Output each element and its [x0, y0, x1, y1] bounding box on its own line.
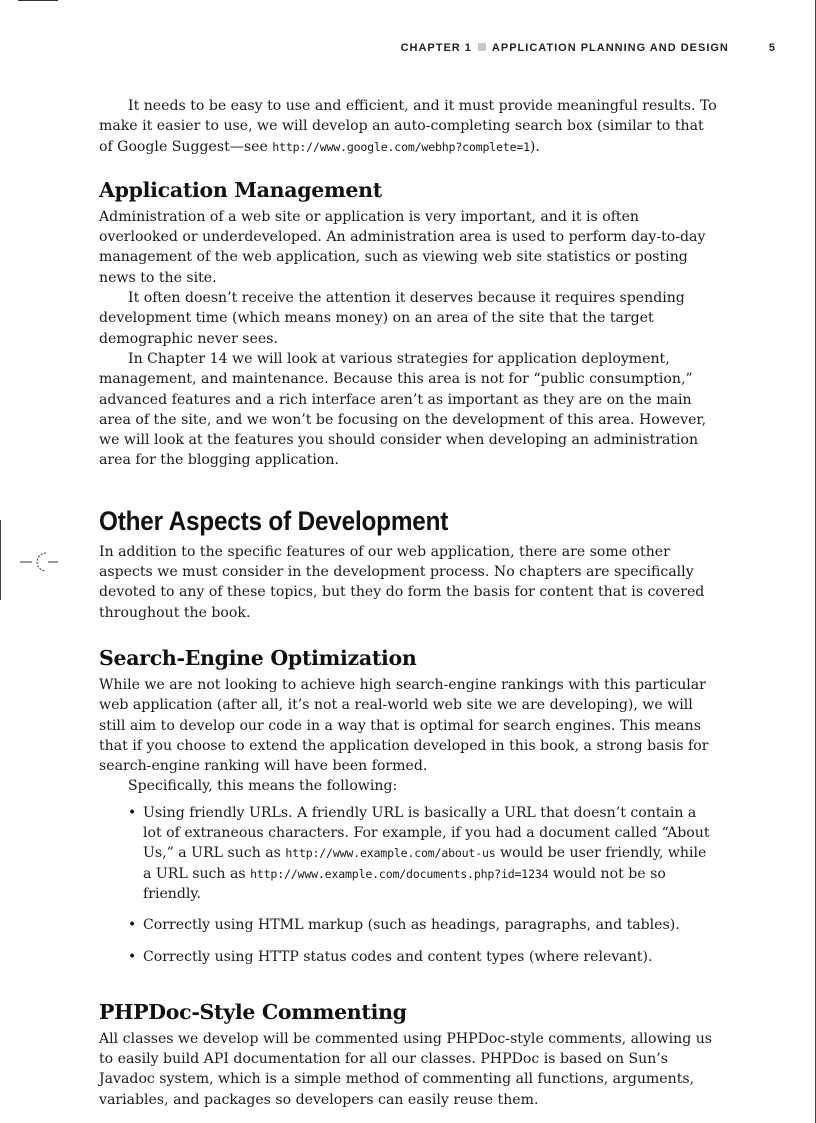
bullet-1-part-c: would not be so friendly. — [143, 865, 666, 902]
about-us-url: http://www.example.com/about-us — [285, 846, 496, 861]
seo-paragraph-2: Specifically, this means the following: — [128, 778, 398, 795]
seo-bullet-list — [99, 803, 717, 967]
bullet-icon: • — [128, 917, 137, 934]
running-header — [0, 42, 776, 54]
page-number: 5 — [768, 42, 776, 54]
crop-mark-left — [0, 520, 1, 600]
google-suggest-url: http://www.google.com/webhp?complete=1 — [272, 139, 530, 154]
intro-text-end: ). — [529, 138, 540, 155]
intro-text: It needs to be easy to use and efficient, and it must provide meaningful results. To make it easier to use, we will develop an auto-completing search box (similar to that of Google Suggest—see — [99, 98, 717, 155]
bullet-icon: • — [128, 948, 137, 965]
bullet-1-part-a: Using friendly URLs. A friendly URL is basically a URL that doesn’t contain a lot of extraneous characters. For example, if you had a document called “About Us,” a URL such as — [143, 804, 710, 862]
bullet-1-text — [143, 803, 717, 904]
running-head-title: APPLICATION PLANNING AND DESIGN — [491, 42, 729, 54]
registration-mark-icon — [20, 550, 58, 574]
app-management-paragraph-3: In Chapter 14 we will look at various strategies for application deployment, management, and maintenance. Because this area is not for “public consumption,” advanced features and a rich interface aren’t as important as they are on the main area of the site, and we won’t be focusing on the development of this area. However, we will look at the features you should consider when developing an administration area for the blogging application. — [99, 350, 707, 469]
list-item — [99, 947, 717, 967]
running-head-chapter: CHAPTER 1 — [400, 42, 472, 54]
list-item — [99, 803, 717, 904]
seo-paragraph-1: While we are not looking to achieve high search-engine rankings with this particular web application (after all, it’s not a real-world web site we are developing), we will still aim to develop our code in a way that is optimal for search engines. This means that if you choose to extend the application developed in this book, a strong basis for search-engine ranking will have been formed. — [99, 676, 709, 775]
heading-application-management: Application Management — [99, 177, 382, 202]
bullet-1-part-b: would be user friendly, while a URL such as — [143, 845, 707, 882]
crop-mark-top — [18, 0, 58, 1]
heading-phpdoc: PHPDoc-Style Commenting — [99, 999, 407, 1024]
other-aspects-paragraph: In addition to the specific features of our web application, there are some other aspects we must consider in the development process. No chapters are specifically devoted to any of these topics, but they do form the basis for content that is covered throughout the book. — [99, 543, 705, 621]
app-management-paragraph-1: Administration of a web site or application is very important, and it is often overlooked or underdeveloped. An administration area is used to perform day-to-day management of the web application, such as viewing web site statistics or posting news to the site. — [99, 208, 706, 286]
heading-other-aspects: Other Aspects of Development — [99, 505, 449, 536]
separator-square-icon — [478, 43, 486, 51]
app-management-paragraph-2: It often doesn’t receive the attention it deserves because it requires spending development time (which means money) on an area of the site that the target demographic never sees. — [99, 290, 685, 347]
bullet-icon: • — [128, 804, 137, 821]
intro-paragraph — [99, 96, 717, 157]
heading-seo: Search-Engine Optimization — [99, 645, 417, 670]
documents-url: http://www.example.com/documents.php?id=1234 — [250, 866, 549, 881]
page-body — [99, 96, 717, 1110]
bullet-3-text: Correctly using HTTP status codes and content types (where relevant). — [143, 948, 653, 965]
bullet-2-text: Correctly using HTML markup (such as headings, paragraphs, and tables). — [143, 917, 680, 934]
list-item — [99, 915, 717, 935]
phpdoc-paragraph: All classes we develop will be commented using PHPDoc-style comments, allowing us to easily build API documentation for all our classes. PHPDoc is based on Sun’s Javadoc system, which is a simple method of commenting all functions, arguments, variables, and packages so developers can easily reuse them. — [99, 1030, 713, 1108]
